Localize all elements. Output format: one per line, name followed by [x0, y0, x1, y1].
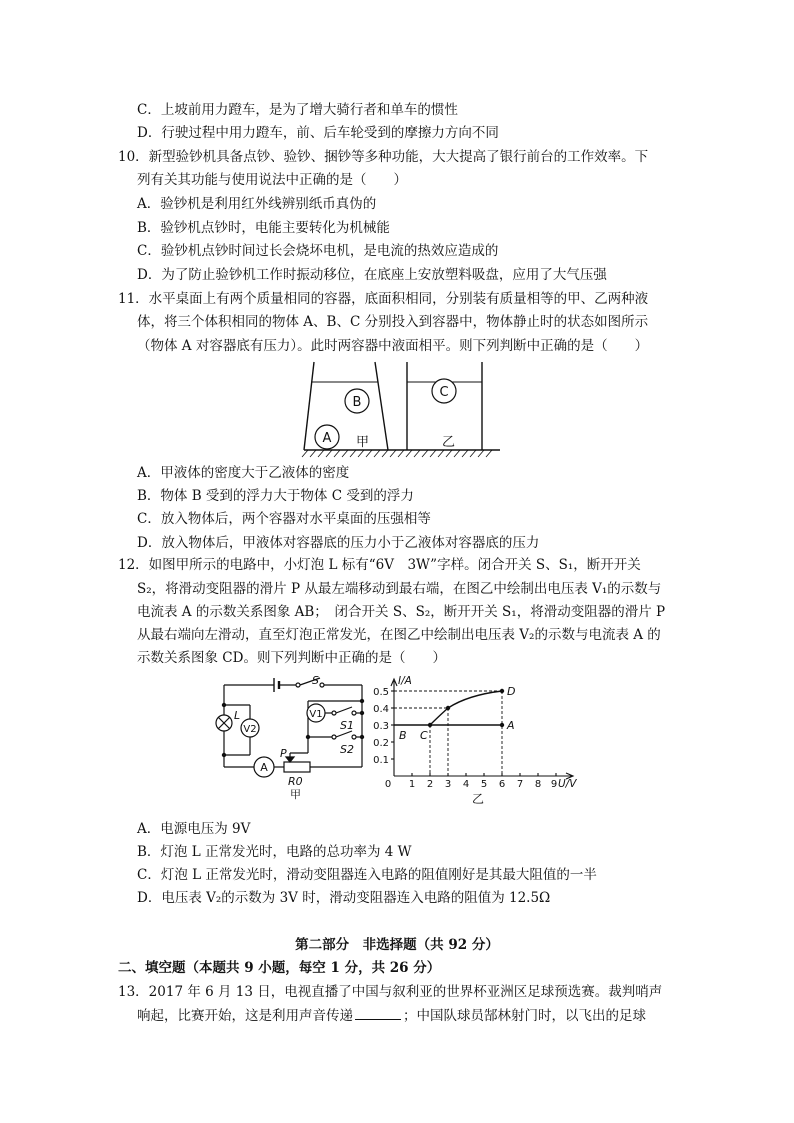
x-tick-label: 8 — [534, 779, 542, 790]
y-tick-label: 0.1 — [373, 755, 389, 766]
q10-option-c: C．验钞机点钞时间过长会烧坏电机，是电流的热效应造成的 — [137, 243, 499, 259]
q13-stem-line2-end: ；中国队球员郜林射门时，以飞出的足球 — [403, 1008, 646, 1024]
q12-stem-line5: 示数关系图象 CD。则下列判断中正确的是（ ） — [137, 650, 446, 666]
q11-option-d: D．放入物体后，甲液体对容器底的压力小于乙液体对容器底的压力 — [137, 535, 540, 551]
fill-blank-section-heading: 二、填空题（本题共 9 小题，每空 1 分，共 26 分） — [118, 960, 441, 976]
container-jia — [304, 362, 388, 450]
y-tick-label: 0.4 — [373, 704, 389, 715]
container-jia-label: 甲 — [356, 435, 370, 450]
q10-option-a: A．验钞机是利用红外线辨别纸币真伪的 — [137, 196, 377, 212]
point-a-label: A — [507, 719, 515, 732]
y-tick-label: 0.2 — [373, 738, 389, 749]
x-tick-label: 9 — [550, 779, 558, 790]
circuit-caption: 甲 — [290, 788, 301, 800]
q12-stem-line2: S₂，将滑动变阻器的滑片 P 从最左端移动到最右端，在图乙中绘制出电压表 V₁的示数与 — [137, 581, 662, 597]
lamp-l-label: L — [234, 709, 241, 722]
voltmeter-v2-label: V2 — [243, 724, 257, 735]
q13-answer-blank[interactable] — [355, 1006, 401, 1020]
q11-option-c: C．放入物体后，两个容器对水平桌面的压强相等 — [137, 511, 431, 527]
switch-s2-label: S2 — [340, 743, 354, 756]
y-tick-label: 0.5 — [373, 687, 389, 698]
container-yi — [407, 362, 482, 450]
q12-option-d: D．电压表 V₂的示数为 3V 时，滑动变阻器连入电路的阻值为 12.5Ω — [137, 890, 551, 906]
point-c-label: C — [420, 729, 428, 742]
object-c-label: C — [439, 385, 449, 400]
q10-stem-line1: 10．新型验钞机具备点钞、验钞、捆钞等多种功能，大大提高了银行前台的工作效率。下 — [118, 149, 649, 165]
q11-stem-line3: （物体 A 对容器底有压力）。此时两容器中液面相平。则下列判断中正确的是（ ） — [137, 338, 649, 354]
part2-title: 第二部分 非选择题（共 92 分） — [295, 937, 499, 953]
graph-x-axis-label: U/V — [558, 778, 577, 790]
x-tick-label: 0 — [384, 779, 392, 790]
q12-stem-line4: 从最右端向左滑动，直至灯泡正常发光，在图乙中绘制出电压表 V₂的示数与电流表 A 的 — [137, 627, 661, 643]
container-yi-label: 乙 — [442, 435, 456, 450]
point-b-label: B — [399, 729, 407, 742]
x-tick-label: 7 — [516, 779, 524, 790]
q12-option-b: B．灯泡 L 正常发光时，电路的总功率为 4 W — [137, 844, 412, 860]
q9-option-d: D．行驶过程中用力蹬车，前、后车轮受到的摩擦力方向不同 — [137, 125, 499, 141]
q12-option-a: A．电源电压为 9V — [137, 821, 251, 837]
q12-iu-graph — [368, 675, 583, 810]
q13-stem-line2 — [137, 1006, 646, 1025]
q12-stem-line3: 电流表 A 的示数关系图象 AB； 闭合开关 S、S₂，断开开关 S₁，将滑动变阻器的滑片 P — [137, 604, 666, 620]
q13-stem-line2-start: 响起，比赛开始，这是利用声音传递 — [137, 1008, 353, 1024]
point-d-label: D — [507, 685, 516, 698]
q10-option-d: D．为了防止验钞机工作时振动移位，在底座上安放塑料吸盘，应用了大气压强 — [137, 267, 607, 283]
q9-option-c: C．上坡前用力蹬车，是为了增大骑行者和单车的惯性 — [137, 102, 458, 118]
x-tick-label: 4 — [462, 779, 470, 790]
q12-stem-line1: 12．如图甲所示的电路中，小灯泡 L 标有“6V 3W”字样。闭合开关 S、S₁，断开开关 — [118, 557, 641, 573]
q10-option-b: B．验钞机点钞时，电能主要转化为机械能 — [137, 220, 390, 236]
q12-circuit-diagram — [212, 675, 377, 800]
x-tick-label: 5 — [480, 779, 488, 790]
x-tick-label: 1 — [408, 779, 416, 790]
q11-containers-figure — [300, 358, 510, 460]
object-a-label: A — [322, 431, 332, 446]
q11-stem-line1: 11．水平桌面上有两个质量相同的容器，底面积相同，分别装有质量相等的甲、乙两种液 — [118, 291, 649, 307]
rheostat-r0-label: R0 — [288, 775, 303, 788]
object-b-label: B — [352, 395, 362, 410]
q11-stem-line2: 体，将三个体积相同的物体 A、B、C 分别投入到容器中，物体静止时的状态如图所示 — [137, 314, 649, 330]
slider-p-label: P — [280, 747, 287, 760]
switch-s-label: S — [312, 675, 319, 687]
switch-s1-label: S1 — [340, 719, 354, 732]
x-tick-label: 6 — [498, 779, 506, 790]
q11-option-a: A．甲液体的密度大于乙液体的密度 — [137, 465, 350, 481]
q10-stem-line2: 列有关其功能与使用说法中正确的是（ ） — [137, 172, 407, 188]
voltmeter-v1-label: V1 — [309, 709, 323, 720]
y-tick-label: 0.3 — [373, 721, 389, 732]
graph-y-axis-label: I/A — [398, 675, 412, 687]
q11-option-b: B．物体 B 受到的浮力大于物体 C 受到的浮力 — [137, 488, 414, 504]
graph-caption: 乙 — [472, 792, 485, 806]
x-tick-label: 3 — [444, 779, 452, 790]
x-tick-label: 2 — [426, 779, 434, 790]
q13-stem-line1: 13．2017 年 6 月 13 日，电视直播了中国与叙利亚的世界杯亚洲区足球预选赛。裁判哨声 — [118, 984, 663, 1000]
ammeter-a-label: A — [260, 761, 268, 774]
q12-option-c: C．灯泡 L 正常发光时，滑动变阻器连入电路的阻值刚好是其最大阻值的一半 — [137, 867, 597, 883]
